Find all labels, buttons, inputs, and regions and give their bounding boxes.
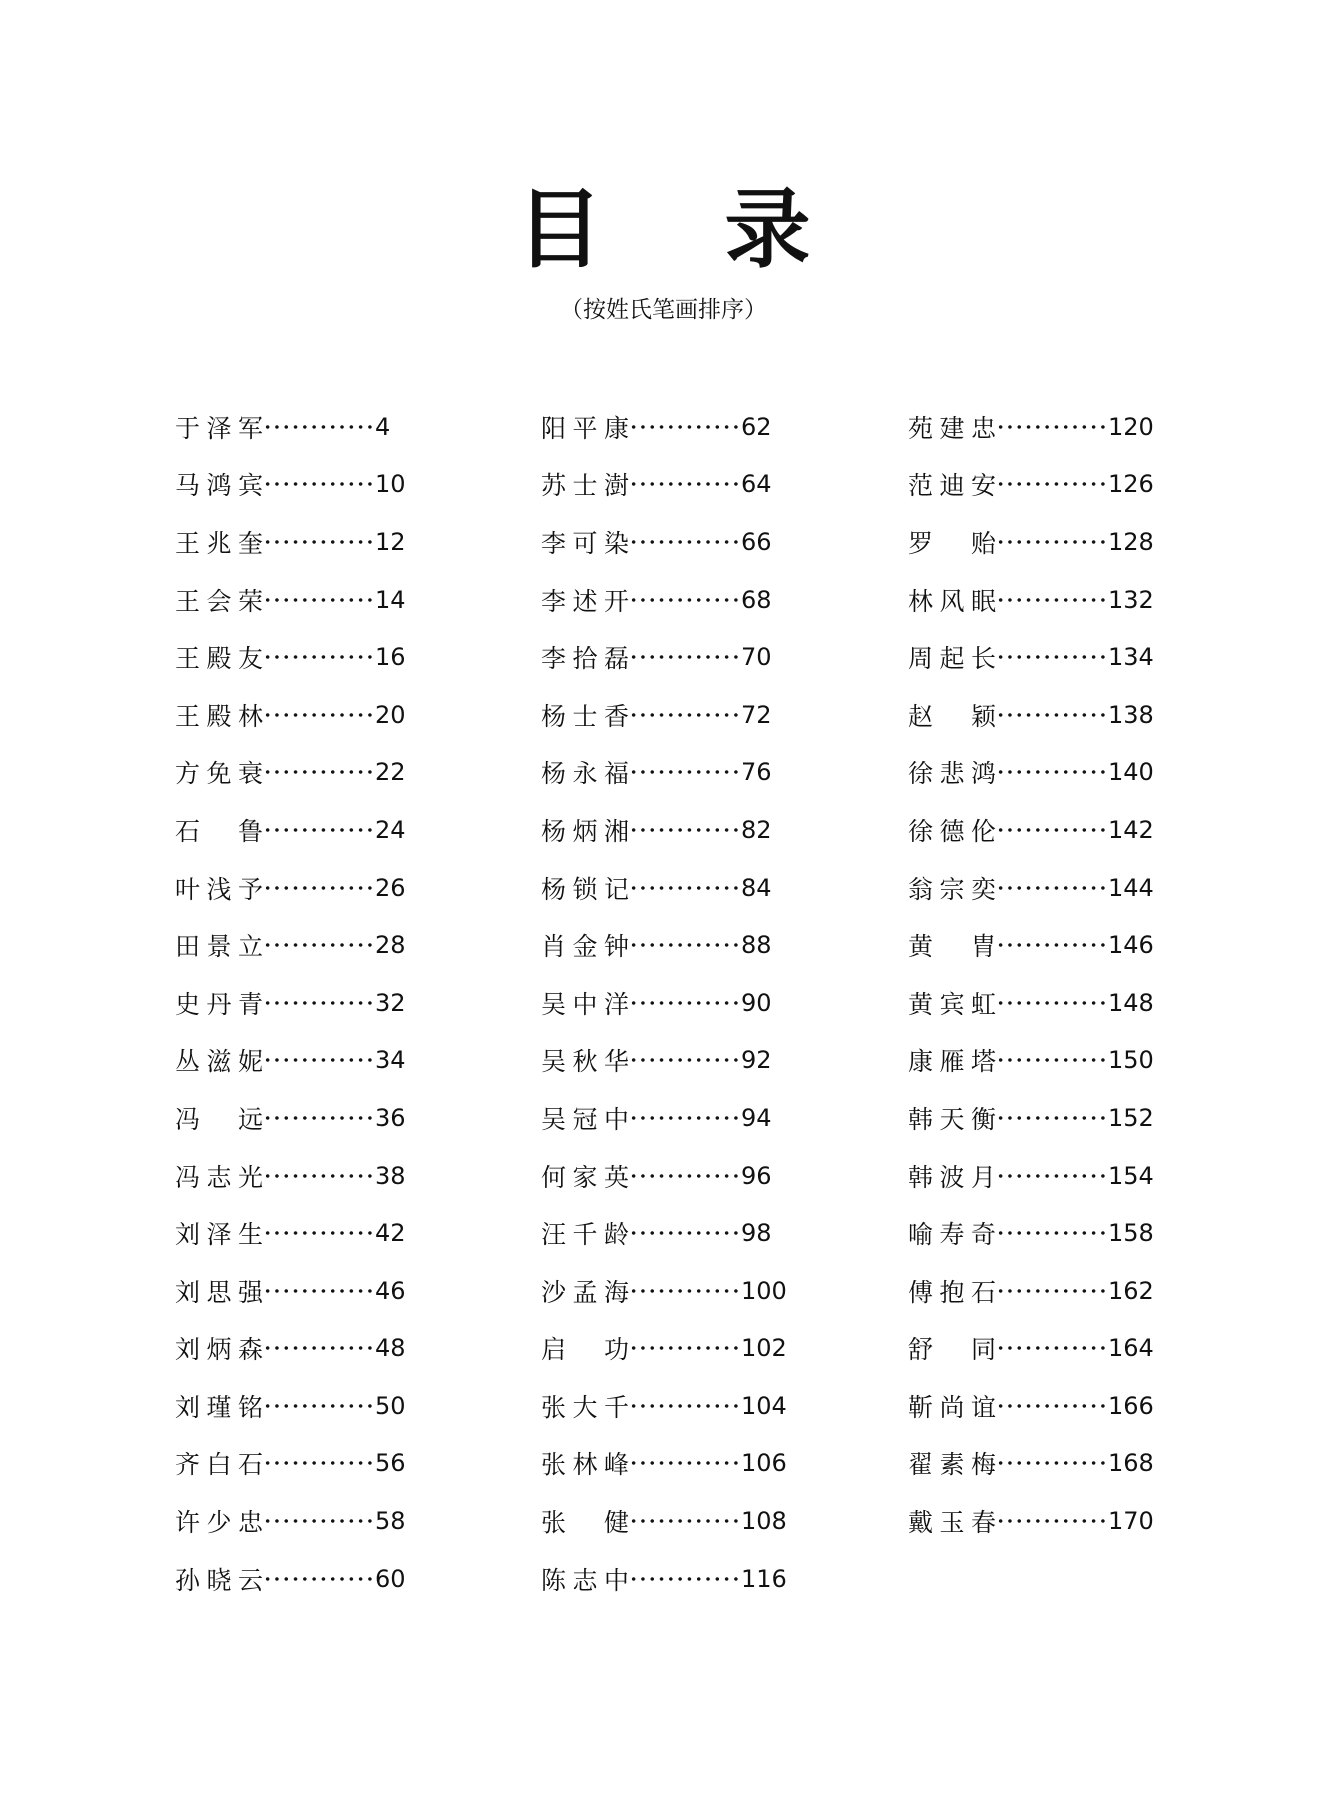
entry-name: 刘泽生 <box>175 1220 263 1250</box>
entry-name: 王兆奎 <box>175 528 263 558</box>
dot-leader <box>629 1001 741 1005</box>
entry-page-number: 38 <box>375 1161 406 1190</box>
entry-name: 苑建忠 <box>908 413 996 443</box>
entry-page-number: 20 <box>375 700 406 729</box>
page-subtitle: （按姓氏笔画排序） <box>560 297 767 323</box>
toc-entry <box>908 398 1168 456</box>
toc-entry <box>541 1204 801 1262</box>
dot-leader <box>996 482 1108 486</box>
dot-leader <box>629 598 741 602</box>
entry-name: 吴冠中 <box>541 1104 629 1134</box>
entry-page-number: 4 <box>375 412 391 441</box>
entry-name: 黄胄 <box>908 932 996 962</box>
dot-leader <box>263 1231 375 1235</box>
entry-name: 李拾磊 <box>541 644 629 674</box>
entry-name: 徐德伦 <box>908 816 996 846</box>
toc-entry <box>908 1089 1168 1147</box>
toc-entry <box>908 1320 1168 1378</box>
dot-leader <box>629 482 741 486</box>
dot-leader <box>996 1404 1108 1408</box>
dot-leader <box>263 1174 375 1178</box>
entry-name: 何家英 <box>541 1162 629 1192</box>
entry-name: 王殿友 <box>175 644 263 674</box>
entry-page-number: 16 <box>375 643 406 672</box>
dot-leader <box>629 1519 741 1523</box>
toc-entry <box>541 513 801 571</box>
entry-name: 齐白石 <box>175 1450 263 1480</box>
dot-leader <box>263 828 375 832</box>
entry-page-number: 102 <box>741 1334 787 1363</box>
entry-name: 冯志光 <box>175 1162 263 1192</box>
entry-name: 翟素梅 <box>908 1450 996 1480</box>
entry-page-number: 12 <box>375 527 406 556</box>
dot-leader <box>629 1577 741 1581</box>
entry-name: 范迪安 <box>908 471 996 501</box>
toc-entry <box>175 1262 435 1320</box>
toc-entry <box>175 456 435 514</box>
toc-entry <box>541 1032 801 1090</box>
entry-name: 方免衰 <box>175 759 263 789</box>
entry-name: 康雁塔 <box>908 1047 996 1077</box>
dot-leader <box>263 540 375 544</box>
dot-leader <box>263 1058 375 1062</box>
entry-name: 马鸿宾 <box>175 471 263 501</box>
toc-entry <box>175 1492 435 1550</box>
toc-entry <box>175 859 435 917</box>
entry-page-number: 146 <box>1108 931 1154 960</box>
entry-name: 张健 <box>541 1508 629 1538</box>
dot-leader <box>996 1116 1108 1120</box>
toc-entry <box>541 974 801 1032</box>
dot-leader <box>629 1174 741 1178</box>
toc-entry <box>175 916 435 974</box>
entry-name: 李可染 <box>541 528 629 558</box>
dot-leader <box>629 655 741 659</box>
entry-page-number: 154 <box>1108 1161 1154 1190</box>
entry-name: 杨永福 <box>541 759 629 789</box>
entry-page-number: 76 <box>741 758 772 787</box>
toc-entry <box>541 1320 801 1378</box>
toc-entry <box>908 916 1168 974</box>
entry-page-number: 116 <box>741 1564 787 1593</box>
entry-name: 叶浅予 <box>175 874 263 904</box>
entry-name: 张大千 <box>541 1392 629 1422</box>
dot-leader <box>996 598 1108 602</box>
dot-leader <box>263 1346 375 1350</box>
dot-leader <box>629 1346 741 1350</box>
dot-leader <box>263 1461 375 1465</box>
toc-entry <box>175 628 435 686</box>
dot-leader <box>996 1461 1108 1465</box>
entry-page-number: 28 <box>375 931 406 960</box>
dot-leader <box>263 1289 375 1293</box>
entry-name: 赵颖 <box>908 701 996 731</box>
toc-entry <box>541 456 801 514</box>
entry-name: 石鲁 <box>175 816 263 846</box>
toc-entry <box>175 1204 435 1262</box>
dot-leader <box>996 1346 1108 1350</box>
entry-page-number: 48 <box>375 1334 406 1363</box>
entry-name: 黄宾虹 <box>908 989 996 1019</box>
toc-entry <box>541 571 801 629</box>
entry-page-number: 120 <box>1108 412 1154 441</box>
toc-entry <box>541 1435 801 1493</box>
entry-page-number: 26 <box>375 873 406 902</box>
entry-name: 韩波月 <box>908 1162 996 1192</box>
dot-leader <box>629 1461 741 1465</box>
entry-page-number: 164 <box>1108 1334 1154 1363</box>
dot-leader <box>263 1519 375 1523</box>
entry-name: 靳尚谊 <box>908 1392 996 1422</box>
toc-entry <box>175 571 435 629</box>
entry-page-number: 34 <box>375 1046 406 1075</box>
dot-leader <box>629 1116 741 1120</box>
entry-name: 舒同 <box>908 1335 996 1365</box>
toc-entry <box>175 1032 435 1090</box>
dot-leader <box>263 1116 375 1120</box>
entry-page-number: 134 <box>1108 643 1154 672</box>
entry-name: 李述开 <box>541 586 629 616</box>
toc-entry <box>175 1320 435 1378</box>
dot-leader <box>996 943 1108 947</box>
dot-leader <box>629 1404 741 1408</box>
entry-name: 肖金钟 <box>541 932 629 962</box>
dot-leader <box>996 655 1108 659</box>
toc-entry <box>908 628 1168 686</box>
entry-page-number: 94 <box>741 1103 772 1132</box>
entry-page-number: 24 <box>375 815 406 844</box>
entry-page-number: 168 <box>1108 1449 1154 1478</box>
toc-entry <box>541 801 801 859</box>
entry-page-number: 126 <box>1108 470 1154 499</box>
dot-leader <box>629 540 741 544</box>
toc-entry <box>541 1262 801 1320</box>
toc-entry <box>175 686 435 744</box>
entry-name: 于泽军 <box>175 413 263 443</box>
entry-name: 刘思强 <box>175 1277 263 1307</box>
entry-page-number: 144 <box>1108 873 1154 902</box>
dot-leader <box>996 1289 1108 1293</box>
toc-entry <box>175 744 435 802</box>
toc-entry <box>541 628 801 686</box>
entry-name: 阳平康 <box>541 413 629 443</box>
entry-name: 林风眠 <box>908 586 996 616</box>
toc-entry <box>175 398 435 456</box>
toc-entry <box>908 859 1168 917</box>
dot-leader <box>263 1001 375 1005</box>
entry-page-number: 14 <box>375 585 406 614</box>
toc-entry <box>175 974 435 1032</box>
dot-leader <box>996 713 1108 717</box>
toc-entry <box>175 1089 435 1147</box>
entry-page-number: 36 <box>375 1103 406 1132</box>
entry-name: 周起长 <box>908 644 996 674</box>
dot-leader <box>629 713 741 717</box>
dot-leader <box>996 886 1108 890</box>
dot-leader <box>263 886 375 890</box>
entry-page-number: 166 <box>1108 1391 1154 1420</box>
dot-leader <box>996 1231 1108 1235</box>
entry-name: 陈志中 <box>541 1565 629 1595</box>
dot-leader <box>629 770 741 774</box>
entry-name: 徐悲鸿 <box>908 759 996 789</box>
dot-leader <box>629 1231 741 1235</box>
entry-name: 汪千龄 <box>541 1220 629 1250</box>
entry-page-number: 50 <box>375 1391 406 1420</box>
entry-name: 韩天衡 <box>908 1104 996 1134</box>
dot-leader <box>263 943 375 947</box>
entry-page-number: 140 <box>1108 758 1154 787</box>
toc-column-3 <box>908 398 1168 1550</box>
toc-entry <box>541 1147 801 1205</box>
entry-name: 田景立 <box>175 932 263 962</box>
entry-page-number: 106 <box>741 1449 787 1478</box>
dot-leader <box>263 1577 375 1581</box>
entry-page-number: 142 <box>1108 815 1154 844</box>
toc-entry <box>908 1492 1168 1550</box>
entry-page-number: 150 <box>1108 1046 1154 1075</box>
dot-leader <box>629 425 741 429</box>
entry-name: 冯远 <box>175 1104 263 1134</box>
entry-name: 杨士香 <box>541 701 629 731</box>
entry-page-number: 64 <box>741 470 772 499</box>
entry-page-number: 96 <box>741 1161 772 1190</box>
entry-name: 傅抱石 <box>908 1277 996 1307</box>
dot-leader <box>629 1058 741 1062</box>
toc-entry <box>175 1147 435 1205</box>
dot-leader <box>263 598 375 602</box>
toc-entry <box>908 801 1168 859</box>
dot-leader <box>996 1001 1108 1005</box>
entry-page-number: 92 <box>741 1046 772 1075</box>
entry-name: 沙孟海 <box>541 1277 629 1307</box>
toc-entry <box>541 1492 801 1550</box>
entry-name: 刘瑾铭 <box>175 1392 263 1422</box>
entry-page-number: 62 <box>741 412 772 441</box>
toc-entry <box>908 1147 1168 1205</box>
dot-leader <box>263 655 375 659</box>
entry-name: 吴秋华 <box>541 1047 629 1077</box>
toc-entry <box>541 744 801 802</box>
dot-leader <box>629 828 741 832</box>
toc-entry <box>908 744 1168 802</box>
entry-name: 苏士澍 <box>541 471 629 501</box>
toc-entry <box>175 1435 435 1493</box>
entry-name: 史丹青 <box>175 989 263 1019</box>
entry-page-number: 158 <box>1108 1219 1154 1248</box>
toc-entry <box>908 1032 1168 1090</box>
entry-page-number: 138 <box>1108 700 1154 729</box>
entry-page-number: 58 <box>375 1507 406 1536</box>
toc-entry <box>541 1089 801 1147</box>
toc-entry <box>541 1550 801 1608</box>
dot-leader <box>996 425 1108 429</box>
entry-name: 王殿林 <box>175 701 263 731</box>
entry-page-number: 32 <box>375 988 406 1017</box>
toc-entry <box>175 801 435 859</box>
toc-entry <box>908 686 1168 744</box>
entry-page-number: 104 <box>741 1391 787 1420</box>
entry-page-number: 148 <box>1108 988 1154 1017</box>
toc-entry <box>541 916 801 974</box>
toc-entry <box>175 513 435 571</box>
toc-entry <box>541 859 801 917</box>
entry-name: 喻寿奇 <box>908 1220 996 1250</box>
entry-name: 杨炳湘 <box>541 816 629 846</box>
toc-entry <box>908 513 1168 571</box>
toc-entry <box>175 1377 435 1435</box>
entry-page-number: 56 <box>375 1449 406 1478</box>
dot-leader <box>629 886 741 890</box>
entry-page-number: 170 <box>1108 1507 1154 1536</box>
dot-leader <box>263 713 375 717</box>
dot-leader <box>263 1404 375 1408</box>
entry-page-number: 46 <box>375 1276 406 1305</box>
entry-page-number: 60 <box>375 1564 406 1593</box>
entry-page-number: 70 <box>741 643 772 672</box>
toc-entry <box>541 398 801 456</box>
toc-entry <box>541 686 801 744</box>
entry-name: 杨锁记 <box>541 874 629 904</box>
entry-page-number: 98 <box>741 1219 772 1248</box>
entry-page-number: 90 <box>741 988 772 1017</box>
toc-entry <box>908 974 1168 1032</box>
dot-leader <box>629 1289 741 1293</box>
toc-entry <box>175 1550 435 1608</box>
toc-entry <box>908 1262 1168 1320</box>
entry-name: 许少忠 <box>175 1508 263 1538</box>
dot-leader <box>996 828 1108 832</box>
toc-entry <box>908 571 1168 629</box>
entry-name: 丛滋妮 <box>175 1047 263 1077</box>
entry-name: 刘炳森 <box>175 1335 263 1365</box>
toc-entry <box>908 456 1168 514</box>
entry-name: 吴中洋 <box>541 989 629 1019</box>
entry-page-number: 152 <box>1108 1103 1154 1132</box>
dot-leader <box>996 1174 1108 1178</box>
toc-column-1 <box>175 398 435 1607</box>
dot-leader <box>996 770 1108 774</box>
entry-page-number: 128 <box>1108 527 1154 556</box>
entry-name: 戴玉春 <box>908 1508 996 1538</box>
entry-page-number: 66 <box>741 527 772 556</box>
entry-page-number: 162 <box>1108 1276 1154 1305</box>
entry-page-number: 22 <box>375 758 406 787</box>
dot-leader <box>996 1519 1108 1523</box>
dot-leader <box>996 540 1108 544</box>
entry-page-number: 88 <box>741 931 772 960</box>
entry-page-number: 82 <box>741 815 772 844</box>
entry-name: 启功 <box>541 1335 629 1365</box>
toc-entry <box>908 1377 1168 1435</box>
dot-leader <box>996 1058 1108 1062</box>
dot-leader <box>263 425 375 429</box>
dot-leader <box>263 770 375 774</box>
entry-name: 王会荣 <box>175 586 263 616</box>
toc-column-2 <box>541 398 801 1607</box>
entry-page-number: 10 <box>375 470 406 499</box>
dot-leader <box>263 482 375 486</box>
entry-page-number: 68 <box>741 585 772 614</box>
entry-page-number: 108 <box>741 1507 787 1536</box>
entry-name: 翁宗奕 <box>908 874 996 904</box>
entry-name: 罗贻 <box>908 528 996 558</box>
entry-page-number: 72 <box>741 700 772 729</box>
toc-entry <box>541 1377 801 1435</box>
entry-page-number: 84 <box>741 873 772 902</box>
entry-page-number: 100 <box>741 1276 787 1305</box>
entry-name: 张林峰 <box>541 1450 629 1480</box>
page-title: 目 录 <box>516 180 857 280</box>
dot-leader <box>629 943 741 947</box>
entry-name: 孙晓云 <box>175 1565 263 1595</box>
entry-page-number: 132 <box>1108 585 1154 614</box>
entry-page-number: 42 <box>375 1219 406 1248</box>
toc-entry <box>908 1204 1168 1262</box>
toc-entry <box>908 1435 1168 1493</box>
